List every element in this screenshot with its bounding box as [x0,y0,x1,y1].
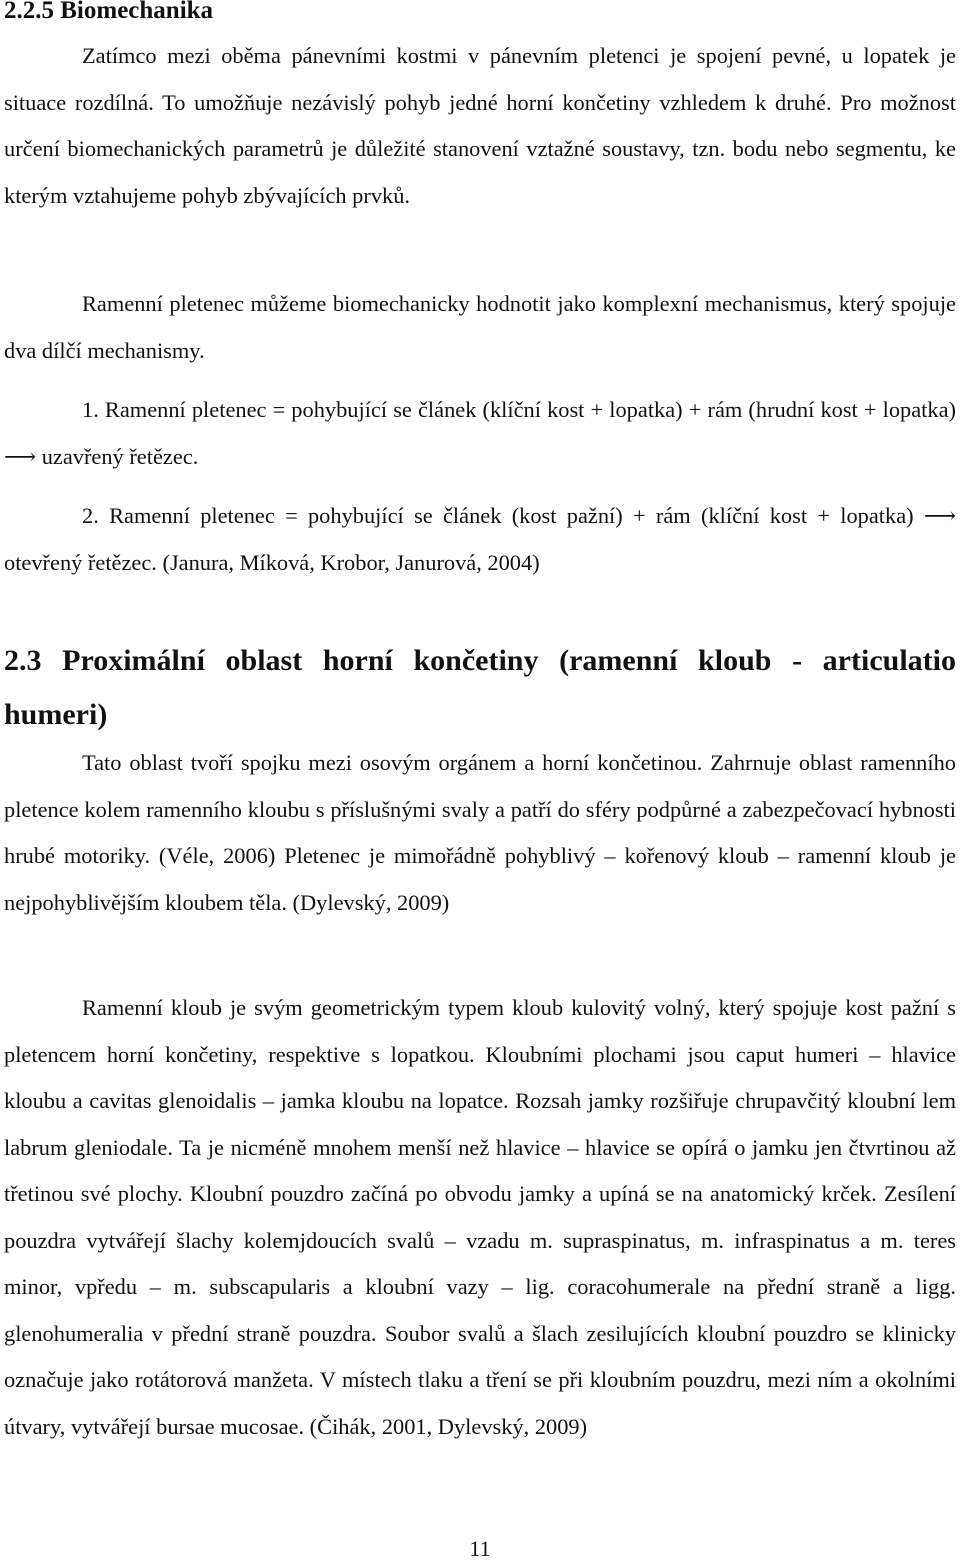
section-heading-proximalni-oblast: 2.3 Proximální oblast horní končetiny (ramenní kloub - articulatio humeri) [4,644,956,731]
paragraph-ramenni-kloub: Ramenní kloub je svým geometrickým typem kloub kulovitý volný, který spojuje kost pažní s pletencem horní končetiny, respektive s lopatkou. Kloubními plochami jsou caput humeri – hlavice kloubu a cavitas glenoidalis – jamka kloubu na lopatce. Rozsah jamky rozšiřuje chrupavčitý kloubní lem labrum gleniodale. Ta je nicméně mnohem menší než hlavice – hlavice se opírá o jamku jen čtvrtinou až třetinou své plochy. Kloubní pouzdro začíná po obvodu jamky a upíná se na anatomický krček. Zesílení pouzdra vytvářejí šlachy kolemjdoucích svalů – vzadu m. supraspinatus, m. infraspinatus a m. teres minor, vpředu – m. subscapularis a kloubní vazy – lig. coracohumerale na přední straně a ligg. glenohumeralia v přední straně pouzdra. Soubor svalů a šlach zesilujících kloubní pouzdro se klinicky označuje jako rotátorová manžeta. V místech tlaku a tření se při kloubním pouzdru, mezi ním a okolními útvary, vytvářejí bursae mucosae. (Čihák, 2001, Dylevský, 2009) [4,995,956,1439]
paragraph-mechanism-2: 2. Ramenní pletenec = pohybující se článek (kost pažní) + rám (klíční kost + lopatka) ⟶ otevřený řetězec. (Janura, Míková, Krobor, Janurová, 2004) [4,503,956,575]
page-number: 11 [469,1536,491,1561]
paragraph-proximalni-intro: Tato oblast tvoří spojku mezi osovým orgánem a horní končetinou. Zahrnuje oblast ramenního pletence kolem ramenního kloubu s příslušnými svaly a patří do sféry podpůrné a zabezpečovací hybnosti hrubé motoriky. (Véle, 2006) Pletenec je mimořádně pohyblivý – kořenový kloub – ramenní kloub je nejpohyblivějším kloubem těla. (Dylevský, 2009) [4,750,956,915]
paragraph-biomechanika-intro: Zatímco mezi oběma pánevními kostmi v pánevním pletenci je spojení pevné, u lopatek je situace rozdílná. To umožňuje nezávislý pohyb jedné horní končetiny vzhledem k druhé. Pro možnost určení biomechanických parametrů je důležité stanovení vztažné soustavy, tzn. bodu nebo segmentu, ke kterým vztahujeme pohyb zbývajících prvků. [4,43,956,208]
section-heading-biomechanika: 2.2.5 Biomechanika [4,0,214,24]
paragraph-mechanism-1: 1. Ramenní pletenec = pohybující se článek (klíční kost + lopatka) + rám (hrudní kost + lopatka) ⟶ uzavřený řetězec. [4,397,956,469]
paragraph-ramenni-pletenec: Ramenní pletenec můžeme biomechanicky hodnotit jako komplexní mechanismus, který spojuje dva dílčí mechanismy. [4,291,956,363]
